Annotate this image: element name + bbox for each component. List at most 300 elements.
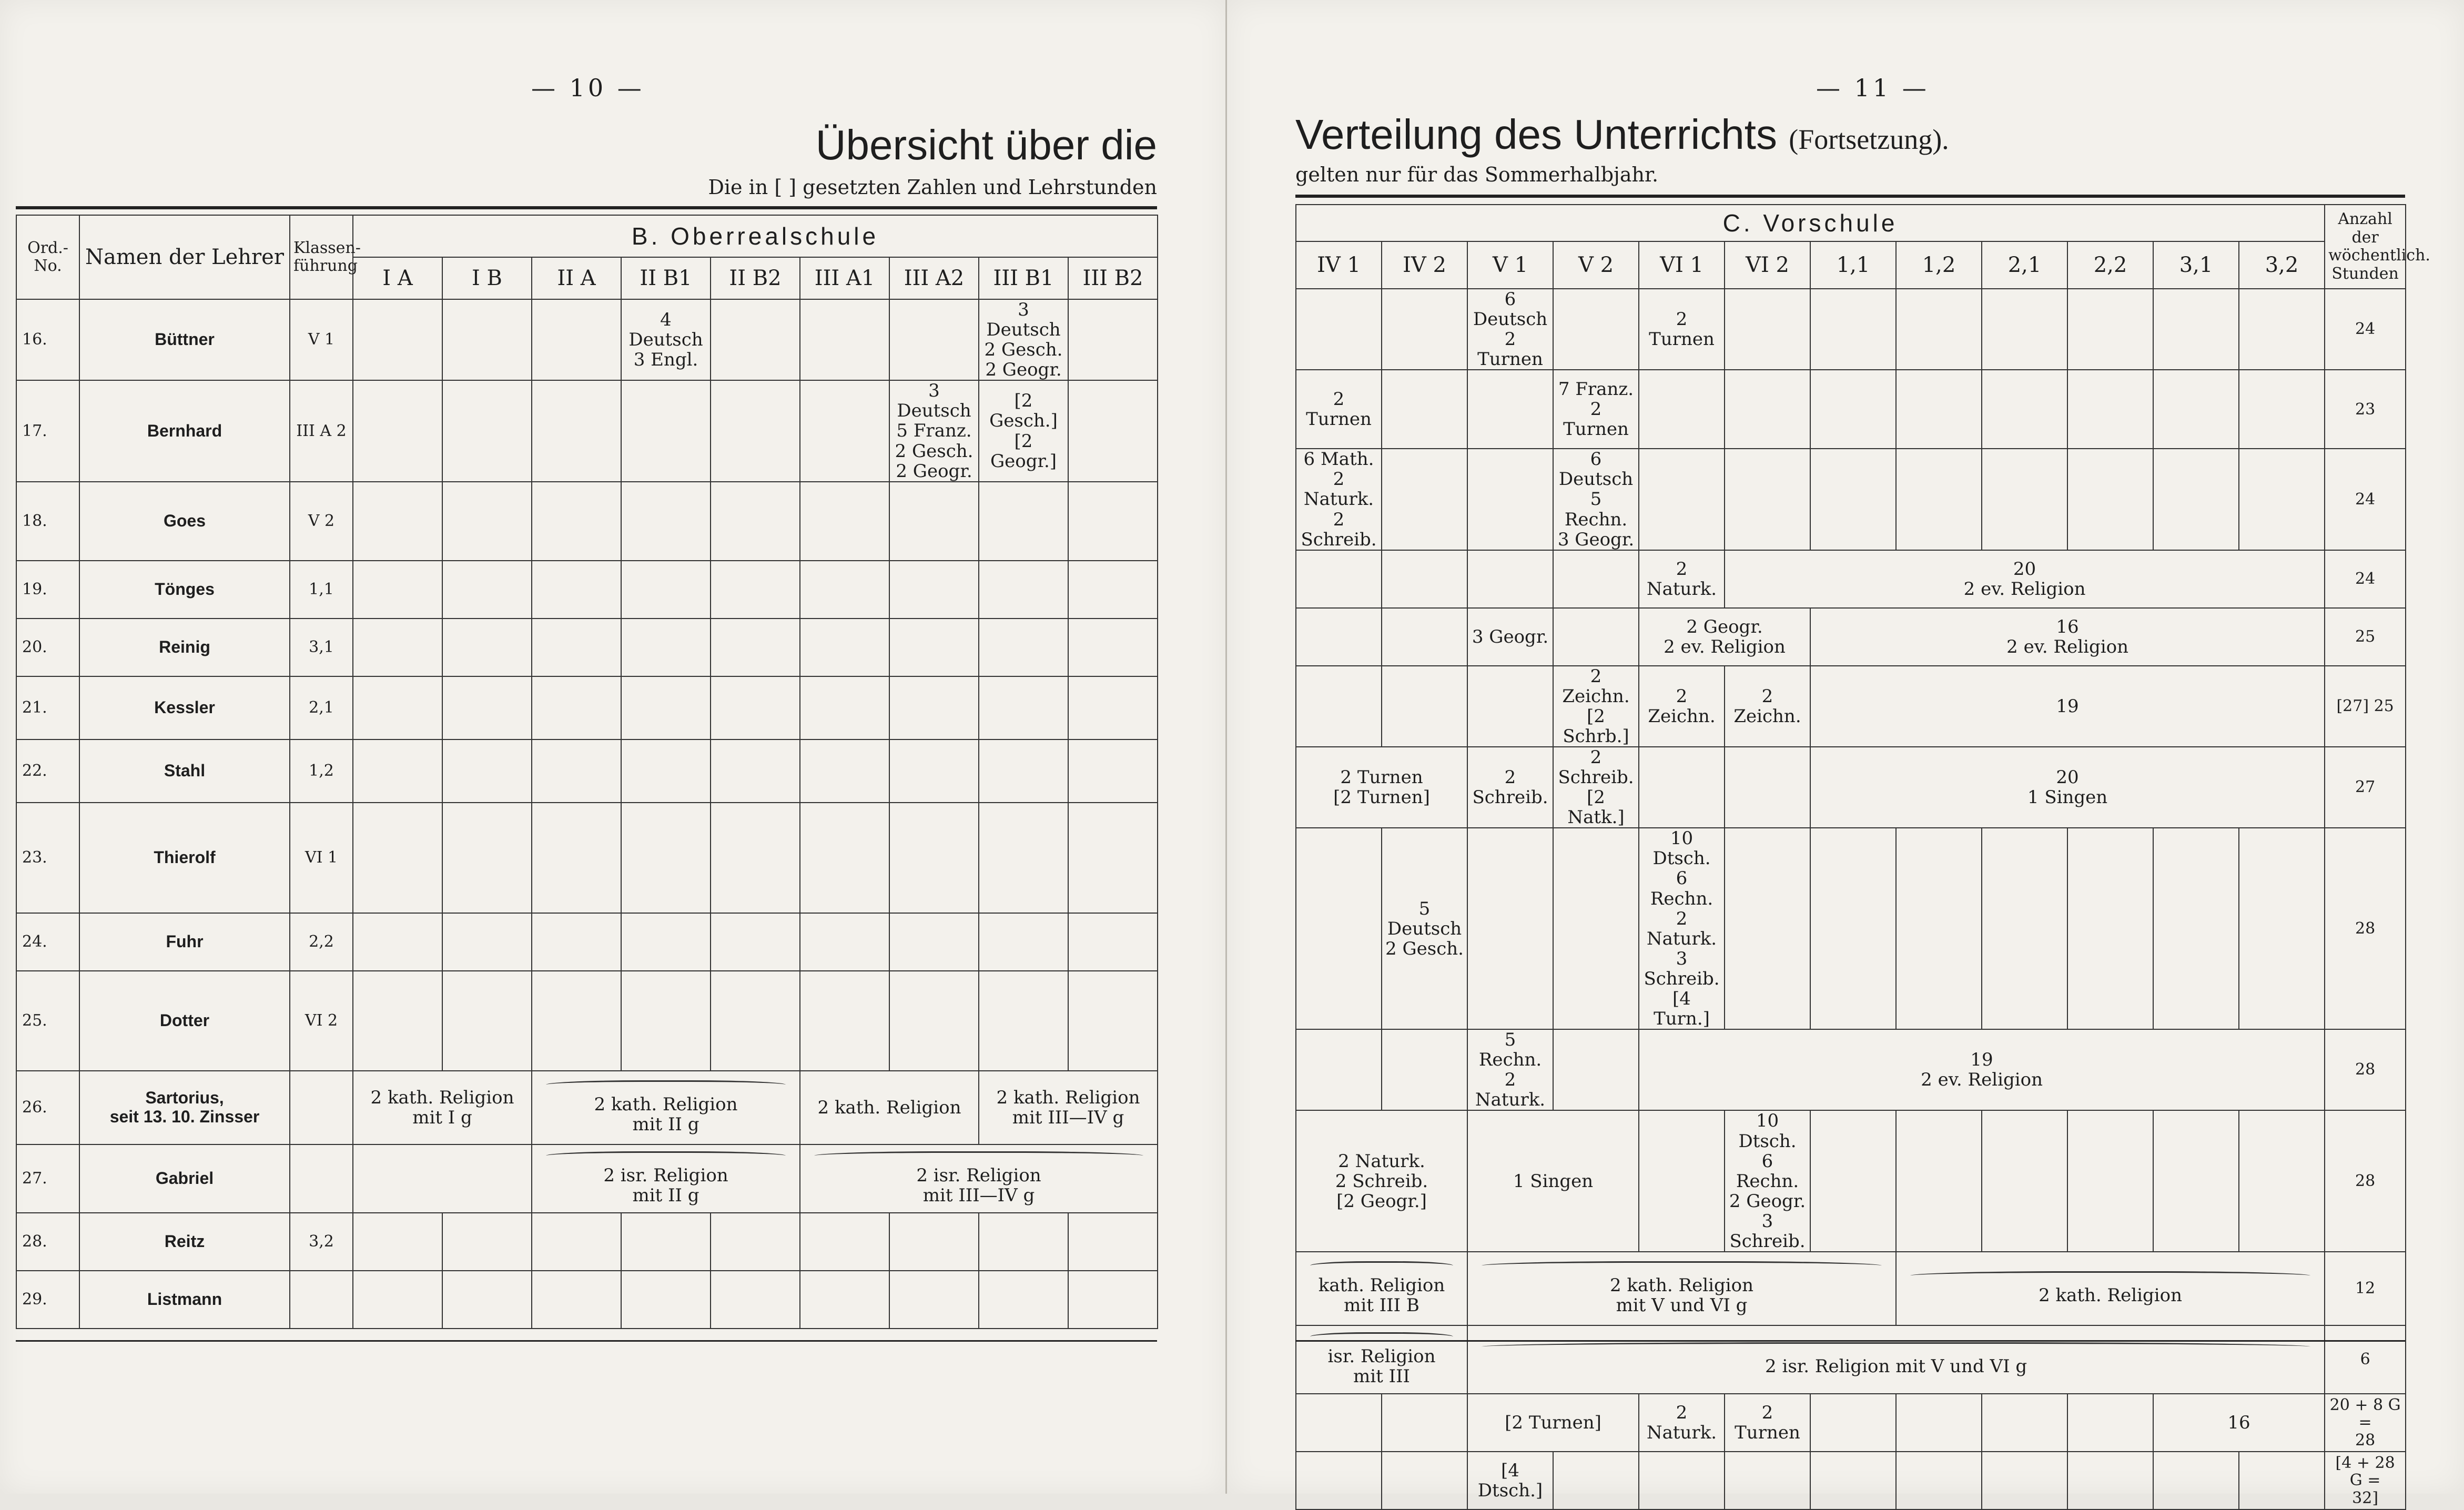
lesson-cell: 2 Zeichn. (1725, 666, 1810, 747)
page-number-left: — 10 — (531, 74, 645, 102)
class-lead: VI 2 (290, 971, 353, 1071)
lesson-cell (979, 971, 1068, 1071)
lesson-cell (621, 561, 711, 619)
lesson-cell: 1 Singen (1467, 1110, 1639, 1252)
lesson-cell (1553, 550, 1639, 608)
table-row (16, 299, 1158, 380)
lesson-cell (711, 803, 800, 913)
lesson-cell (621, 913, 711, 971)
column-header-21: 2,1 (1982, 241, 2067, 289)
row-ord: 18. (16, 482, 79, 561)
lesson-cell (979, 676, 1068, 739)
lesson-cell (1553, 828, 1639, 1029)
lesson-cell (1068, 676, 1158, 739)
lesson-cell: 16 (2153, 1394, 2325, 1452)
lesson-cell (442, 676, 532, 739)
lesson-cell (1296, 1325, 1467, 1394)
brace-mark (1310, 1332, 1453, 1343)
row-ord: 24. (16, 913, 79, 971)
lesson-cell (2067, 370, 2153, 449)
cell-text: 2 kath. Religion mit II g (594, 1094, 738, 1136)
lesson-cell (353, 803, 442, 913)
lesson-cell: 20 2 ev. Religion (1725, 550, 2325, 608)
lesson-cell (979, 1271, 1068, 1329)
lesson-cell (711, 561, 800, 619)
lesson-cell (2067, 289, 2153, 370)
lesson-cell (800, 380, 889, 481)
table-row (1296, 1110, 2406, 1252)
page-subtitle-left: Die in [ ] gesetzten Zahlen und Lehrstunden (708, 176, 1157, 199)
lesson-cell (711, 913, 800, 971)
total-hours: 24 (2325, 449, 2406, 550)
table-row (16, 1071, 1158, 1144)
lesson-cell (1639, 370, 1725, 449)
title-suffix: (Fortsetzung). (1789, 124, 1949, 155)
lesson-cell (1382, 449, 1467, 550)
lesson-cell (2067, 449, 2153, 550)
lesson-cell (1382, 289, 1467, 370)
lesson-cell (442, 299, 532, 380)
lesson-cell (442, 380, 532, 481)
lesson-cell (1553, 1452, 1639, 1509)
lesson-cell (889, 739, 979, 803)
lesson-cell: 10 Dtsch. 6 Rechn. 2 Naturk. 3 Schreib. [4 Turn.] (1639, 828, 1725, 1029)
teacher-name: Fuhr (79, 913, 290, 971)
cell-text: 2 isr. Religion mit III—IV g (916, 1165, 1041, 1207)
lesson-cell (979, 803, 1068, 913)
row-ord: 29. (16, 1271, 79, 1329)
table-row (1296, 1394, 2406, 1452)
section-header-oberrealschule: B. Oberrealschule (353, 215, 1158, 257)
lesson-cell: 2 Zeichn. (1639, 666, 1725, 747)
lesson-cell (1068, 913, 1158, 971)
teacher-name: Dotter (79, 971, 290, 1071)
header-name: Namen der Lehrer (79, 215, 290, 299)
lesson-cell (889, 1213, 979, 1271)
lesson-cell (442, 619, 532, 676)
lesson-cell (442, 1271, 532, 1329)
lesson-cell (1982, 289, 2067, 370)
teacher-name: Goes (79, 482, 290, 561)
table-row (1296, 1029, 2406, 1110)
column-header-ia: I A (353, 257, 442, 299)
cell-text: 2 kath. Religion (2039, 1285, 2183, 1306)
row-ord: 17. (16, 380, 79, 481)
lesson-cell: 2 Turnen (1639, 289, 1725, 370)
brace-mark (1910, 1271, 2310, 1282)
lesson-cell (711, 676, 800, 739)
lesson-cell (979, 561, 1068, 619)
brace-mark (1482, 1261, 1882, 1272)
lesson-cell (2067, 1394, 2153, 1452)
total-hours: 20 + 8 G = 28 (2325, 1394, 2406, 1452)
lesson-cell (532, 1213, 621, 1271)
lesson-cell: 2 Zeichn. [2 Schrb.] (1553, 666, 1639, 747)
cell-text: kath. Religion mit III B (1318, 1275, 1445, 1316)
row-ord: 20. (16, 619, 79, 676)
lesson-cell (1296, 1452, 1382, 1509)
lesson-cell (1896, 1110, 1982, 1252)
lesson-cell (2239, 1110, 2325, 1252)
lesson-cell (889, 676, 979, 739)
class-lead: V 1 (290, 299, 353, 380)
lesson-cell (1068, 561, 1158, 619)
lesson-cell (1810, 1394, 1896, 1452)
religion-cell: 2 kath. Religion mit III—IV g (979, 1071, 1158, 1144)
row-ord: 16. (16, 299, 79, 380)
lesson-cell (1467, 828, 1553, 1029)
class-lead: VI 1 (290, 803, 353, 913)
lesson-cell (2239, 289, 2325, 370)
religion-cell: 2 kath. Religion (800, 1071, 979, 1144)
religion-cell: 2 kath. Religion mit I g (353, 1071, 532, 1144)
cell-text: isr. Religion mit III (1327, 1346, 1436, 1387)
cell-text: 2 kath. Religion mit V und VI g (1610, 1275, 1753, 1316)
lesson-cell (1467, 666, 1553, 747)
lesson-cell (889, 482, 979, 561)
lesson-cell (979, 482, 1068, 561)
lesson-cell (1725, 747, 1810, 828)
lesson-cell (979, 1213, 1068, 1271)
lesson-cell (1896, 1252, 2325, 1325)
column-header-32: 3,2 (2239, 241, 2325, 289)
lesson-cell (1553, 1029, 1639, 1110)
lesson-cell (1296, 828, 1382, 1029)
lesson-cell (1296, 666, 1382, 747)
lesson-cell (800, 482, 889, 561)
lesson-cell (532, 380, 621, 481)
class-lead: 2,1 (290, 676, 353, 739)
class-lead: 1,1 (290, 561, 353, 619)
lesson-cell (889, 561, 979, 619)
lesson-cell (1296, 608, 1382, 666)
lesson-cell: 10 Dtsch. 6 Rechn. 2 Geogr. 3 Schreib. (1725, 1110, 1810, 1252)
religion-cell (532, 1144, 800, 1213)
column-header-iib2: II B2 (711, 257, 800, 299)
lesson-cell (2067, 828, 2153, 1029)
row-ord: 25. (16, 971, 79, 1071)
row-ord: 21. (16, 676, 79, 739)
row-ord: 19. (16, 561, 79, 619)
total-hours: 27 (2325, 747, 2406, 828)
total-hours: 28 (2325, 828, 2406, 1029)
table-row (1296, 608, 2406, 666)
row-ord: 27. (16, 1144, 79, 1213)
page-subtitle-right: gelten nur für das Sommerhalbjahr. (1295, 163, 1659, 186)
lesson-cell (711, 971, 800, 1071)
total-hours: 12 (2325, 1252, 2406, 1325)
table-row (16, 380, 1158, 481)
row-ord: 28. (16, 1213, 79, 1271)
total-hours: 28 (2325, 1029, 2406, 1110)
lesson-cell (1639, 1110, 1725, 1252)
lesson-cell (1982, 828, 2067, 1029)
lesson-cell (1467, 550, 1553, 608)
lesson-cell: [2 Gesch.] [2 Geogr.] (979, 380, 1068, 481)
lesson-cell (353, 1213, 442, 1271)
lesson-cell (2239, 828, 2325, 1029)
column-header-V1: V 1 (1467, 241, 1553, 289)
lesson-cell (532, 561, 621, 619)
class-lead: 1,2 (290, 739, 353, 803)
table-row (16, 971, 1158, 1071)
teacher-table-oberrealschule (16, 215, 1158, 1329)
lesson-cell: [4 Dtsch.] (1467, 1452, 1553, 1509)
class-lead: 3,2 (290, 1213, 353, 1271)
lesson-cell (1382, 1394, 1467, 1452)
lesson-cell (800, 676, 889, 739)
lesson-cell (621, 971, 711, 1071)
lesson-cell (800, 299, 889, 380)
lesson-cell (1382, 608, 1467, 666)
table-row (16, 676, 1158, 739)
lesson-cell (711, 1271, 800, 1329)
lesson-cell (2153, 828, 2239, 1029)
column-header-11: 1,1 (1810, 241, 1896, 289)
lesson-cell (353, 913, 442, 971)
lesson-cell (1068, 482, 1158, 561)
lesson-cell (353, 380, 442, 481)
table-row (16, 1271, 1158, 1329)
lesson-cell: 3 Deutsch 2 Gesch. 2 Geogr. (979, 299, 1068, 380)
lesson-cell (621, 739, 711, 803)
lesson-cell (2239, 1452, 2325, 1509)
lesson-cell (979, 739, 1068, 803)
title-main: Verteilung des Unterrichts (1295, 111, 1778, 158)
class-lead: 2,2 (290, 913, 353, 971)
lesson-cell (1725, 370, 1810, 449)
column-header-iiib2: III B2 (1068, 257, 1158, 299)
lesson-cell (442, 561, 532, 619)
lesson-cell (1553, 608, 1639, 666)
lesson-cell (1725, 449, 1810, 550)
religion-cell (800, 1144, 1158, 1213)
lesson-cell (621, 803, 711, 913)
lesson-cell (621, 619, 711, 676)
column-header-VI1: VI 1 (1639, 241, 1725, 289)
class-lead: III A 2 (290, 380, 353, 481)
table-row (16, 1144, 1158, 1213)
table-row (1296, 1252, 2406, 1325)
table-row (1296, 289, 2406, 370)
lesson-cell (1810, 1452, 1896, 1509)
lesson-cell (1382, 370, 1467, 449)
lesson-cell (1296, 1029, 1382, 1110)
total-hours: 6 (2325, 1325, 2406, 1394)
lesson-cell: 3 Geogr. (1467, 608, 1553, 666)
column-header-VI2: VI 2 (1725, 241, 1810, 289)
table-row (16, 913, 1158, 971)
lesson-cell (621, 380, 711, 481)
brace-mark (546, 1151, 786, 1162)
lesson-cell: 2 Turnen (1296, 370, 1382, 449)
class-lead (290, 1271, 353, 1329)
header-rule-left (16, 206, 1157, 209)
page-title-right (1295, 110, 1949, 159)
lesson-cell (711, 1213, 800, 1271)
column-header-IV2: IV 2 (1382, 241, 1467, 289)
header-klasse: Klassen- führung (290, 215, 353, 299)
lesson-cell (353, 299, 442, 380)
lesson-cell (442, 482, 532, 561)
column-header-ib: I B (442, 257, 532, 299)
table-cell (353, 1144, 532, 1213)
lesson-cell (2153, 289, 2239, 370)
lesson-cell: 5 Rechn. 2 Naturk. (1467, 1029, 1553, 1110)
class-lead (290, 1071, 353, 1144)
lesson-cell (2153, 370, 2239, 449)
footer-rule-left (16, 1340, 1157, 1342)
lesson-cell (442, 1213, 532, 1271)
lesson-cell (1068, 619, 1158, 676)
lesson-cell (889, 971, 979, 1071)
header-rule-right (1295, 195, 2405, 198)
lesson-cell (353, 739, 442, 803)
lesson-cell: [2 Turnen] (1467, 1394, 1639, 1452)
lesson-cell (532, 913, 621, 971)
table-row (1296, 666, 2406, 747)
lesson-cell (1810, 289, 1896, 370)
table-row (16, 482, 1158, 561)
lesson-cell (1896, 289, 1982, 370)
lesson-cell (711, 380, 800, 481)
lesson-cell (353, 561, 442, 619)
header-ord: Ord.- No. (16, 215, 79, 299)
lesson-cell: 5 Deutsch 2 Gesch. (1382, 828, 1467, 1029)
teacher-name: Kessler (79, 676, 290, 739)
table-row (1296, 449, 2406, 550)
lesson-cell: 2 Naturk. (1639, 1394, 1725, 1452)
lesson-cell: 16 2 ev. Religion (1810, 608, 2325, 666)
column-header-iia: II A (532, 257, 621, 299)
lesson-cell (442, 913, 532, 971)
row-ord: 23. (16, 803, 79, 913)
table-row (16, 561, 1158, 619)
lesson-cell (2067, 1452, 2153, 1509)
lesson-cell (532, 1271, 621, 1329)
class-lead (290, 1144, 353, 1213)
lesson-cell (711, 619, 800, 676)
teacher-name: Listmann (79, 1271, 290, 1329)
lesson-cell (2239, 370, 2325, 449)
teacher-table-vorschule (1295, 204, 2430, 1510)
lesson-cell (442, 803, 532, 913)
total-hours: 24 (2325, 289, 2406, 370)
lesson-cell (1467, 1325, 2325, 1394)
lesson-cell (1896, 828, 1982, 1029)
lesson-cell (442, 971, 532, 1071)
lesson-cell (800, 913, 889, 971)
table-row (1296, 550, 2406, 608)
right-page (1225, 0, 2464, 1507)
lesson-cell (1068, 803, 1158, 913)
page-number-right: — 11 — (1816, 74, 1930, 102)
row-ord: 26. (16, 1071, 79, 1144)
lesson-cell (353, 482, 442, 561)
lesson-cell (1382, 550, 1467, 608)
lesson-cell (353, 619, 442, 676)
column-header-row-right (1296, 241, 2406, 289)
lesson-cell (1068, 1213, 1158, 1271)
total-hours: 25 (2325, 608, 2406, 666)
lesson-cell: 2 Schreib. [2 Natk.] (1553, 747, 1639, 828)
lesson-cell (711, 739, 800, 803)
lesson-cell (1068, 299, 1158, 380)
column-header-IV1: IV 1 (1296, 241, 1382, 289)
lesson-cell: 2 Schreib. (1467, 747, 1553, 828)
lesson-cell: 7 Franz. 2 Turnen (1553, 370, 1639, 449)
lesson-cell (1467, 449, 1553, 550)
teacher-name: Reitz (79, 1213, 290, 1271)
table-row (1296, 1452, 2406, 1509)
footer-rule-right (1295, 1340, 2405, 1342)
lesson-cell (532, 299, 621, 380)
lesson-cell: 6 Deutsch 2 Turnen (1467, 289, 1553, 370)
lesson-cell (1296, 1252, 1467, 1325)
lesson-cell (800, 619, 889, 676)
lesson-cell (2153, 449, 2239, 550)
lesson-cell (1553, 289, 1639, 370)
lesson-cell (353, 676, 442, 739)
brace-mark (1310, 1261, 1453, 1272)
lesson-cell (353, 971, 442, 1071)
column-header-iiia2: III A2 (889, 257, 979, 299)
lesson-cell (621, 482, 711, 561)
table-row (16, 803, 1158, 913)
lesson-cell (442, 739, 532, 803)
table-row (16, 1213, 1158, 1271)
lesson-cell (800, 1213, 889, 1271)
page-title-left: Übersicht über die (815, 121, 1157, 168)
class-lead: 3,1 (290, 619, 353, 676)
lesson-cell (1382, 1029, 1467, 1110)
lesson-cell (621, 676, 711, 739)
lesson-cell (1810, 449, 1896, 550)
lesson-cell (979, 913, 1068, 971)
lesson-cell (1467, 370, 1553, 449)
lesson-cell (889, 619, 979, 676)
cell-text: 2 isr. Religion mit II g (603, 1165, 728, 1207)
lesson-cell (532, 676, 621, 739)
lesson-cell (800, 1271, 889, 1329)
lesson-cell (1896, 1394, 1982, 1452)
lesson-cell (2153, 1452, 2239, 1509)
lesson-cell (1639, 747, 1725, 828)
column-header-iiib1: III B1 (979, 257, 1068, 299)
lesson-cell (353, 1271, 442, 1329)
lesson-cell (532, 482, 621, 561)
lesson-cell (1982, 449, 2067, 550)
lesson-cell (1896, 370, 1982, 449)
lesson-cell: 3 Deutsch 5 Franz. 2 Gesch. 2 Geogr. (889, 380, 979, 481)
lesson-cell (800, 971, 889, 1071)
lesson-cell (1896, 449, 1982, 550)
teacher-name: Bernhard (79, 380, 290, 481)
total-hours: 23 (2325, 370, 2406, 449)
total-hours: 28 (2325, 1110, 2406, 1252)
class-lead: V 2 (290, 482, 353, 561)
lesson-cell (2153, 1110, 2239, 1252)
lesson-cell: 2 Geogr. 2 ev. Religion (1639, 608, 1810, 666)
lesson-cell (1725, 828, 1810, 1029)
column-header-iiia1: III A1 (800, 257, 889, 299)
brace-mark (814, 1151, 1143, 1162)
lesson-cell (1382, 1452, 1467, 1509)
lesson-cell (532, 619, 621, 676)
lesson-cell (889, 913, 979, 971)
section-header-vorschule: C. Vorschule (1296, 205, 2325, 241)
header-total-hours: Anzahl der wöchentlich. Stunden (2325, 205, 2406, 289)
